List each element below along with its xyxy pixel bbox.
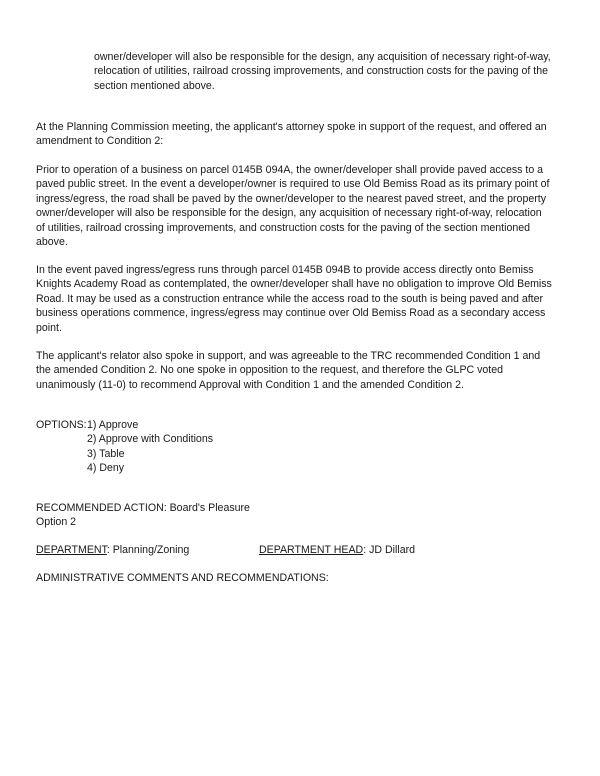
option-item: 3) Table (87, 447, 125, 460)
text-line: amendment to Condition 2: (36, 135, 164, 148)
text-line: unanimously (11-0) to recommend Approval with Condition 1 and the amended Condition 2. (36, 378, 464, 391)
department-head-label: DEPARTMENT HEAD (259, 544, 364, 556)
text-line: section mentioned above. (94, 79, 215, 92)
text-line: of utilities, railroad crossing improvements, and construction costs for the paving of the section mentioned (36, 221, 531, 234)
recommended-action-line: RECOMMENDED ACTION: Board's Pleasure (36, 502, 250, 514)
text-line: The applicant's relator also spoke in support, and was agreeable to the TRC recommended Condition 1 and (36, 350, 541, 362)
text-line: owner/developer will also be responsible for the design, any acquisition of necessary right-of-way, (94, 51, 551, 63)
department-head-field (259, 543, 415, 557)
intro-paragraph (94, 50, 551, 93)
text-line: In the event paved ingress/egress runs through parcel 0145B 094B to provide access directly onto Bemiss (36, 264, 534, 276)
attorney-paragraph (36, 120, 547, 149)
option-item: 4) Deny (87, 462, 125, 475)
option-item: 2) Approve with Conditions (87, 433, 214, 446)
text-line: relocation of utilities, railroad crossing improvements, and construction costs for the paving of the (94, 65, 548, 78)
text-line: above. (36, 236, 68, 249)
recommended-option-line: Option 2 (36, 516, 77, 529)
options-list (87, 418, 213, 476)
text-line: owner/developer will also be responsible for the design, any acquisition of necessary right-of-way, relocation (36, 207, 542, 220)
relator-paragraph (36, 349, 540, 392)
option-item: 1) Approve (87, 419, 139, 431)
text-line: point. (36, 321, 62, 334)
text-line: Prior to operation of a business on parcel 0145B 094A, the owner/developer shall provide paved access to a (36, 164, 544, 176)
department-value: : Planning/Zoning (106, 544, 190, 556)
text-line: At the Planning Commission meeting, the applicant's attorney spoke in support of the request, and offered an (36, 121, 547, 133)
text-line: Knights Academy Road as contemplated, the owner/developer shall have no obligation to improve Old Bemiss (36, 278, 552, 291)
ingress-paragraph (36, 263, 552, 335)
department-label: DEPARTMENT (36, 544, 107, 556)
options-label: OPTIONS: (36, 419, 87, 431)
text-line: Road. It may be used as a construction entrance while the access road to the south is being paved and after (36, 292, 544, 305)
text-line: business operations commence, ingress/egress may continue over Old Bemiss Road as a secondary access (36, 307, 546, 320)
text-line: ingress/egress, the road shall be paved by the owner/developer to the nearest paved street, and the property (36, 192, 546, 205)
text-line: the amended Condition 2. No one spoke in opposition to the request, and therefore the GLPC voted (36, 364, 504, 377)
recommended-action (36, 501, 250, 530)
text-line: paved public street. In the event a developer/owner is required to use Old Bemiss Road as its primary point of (36, 178, 550, 191)
admin-comments-heading: ADMINISTRATIVE COMMENTS AND RECOMMENDATIONS: (36, 572, 329, 584)
department-field (36, 543, 189, 557)
condition-2-paragraph (36, 163, 549, 249)
department-head-value: : JD Dillard (363, 544, 416, 556)
